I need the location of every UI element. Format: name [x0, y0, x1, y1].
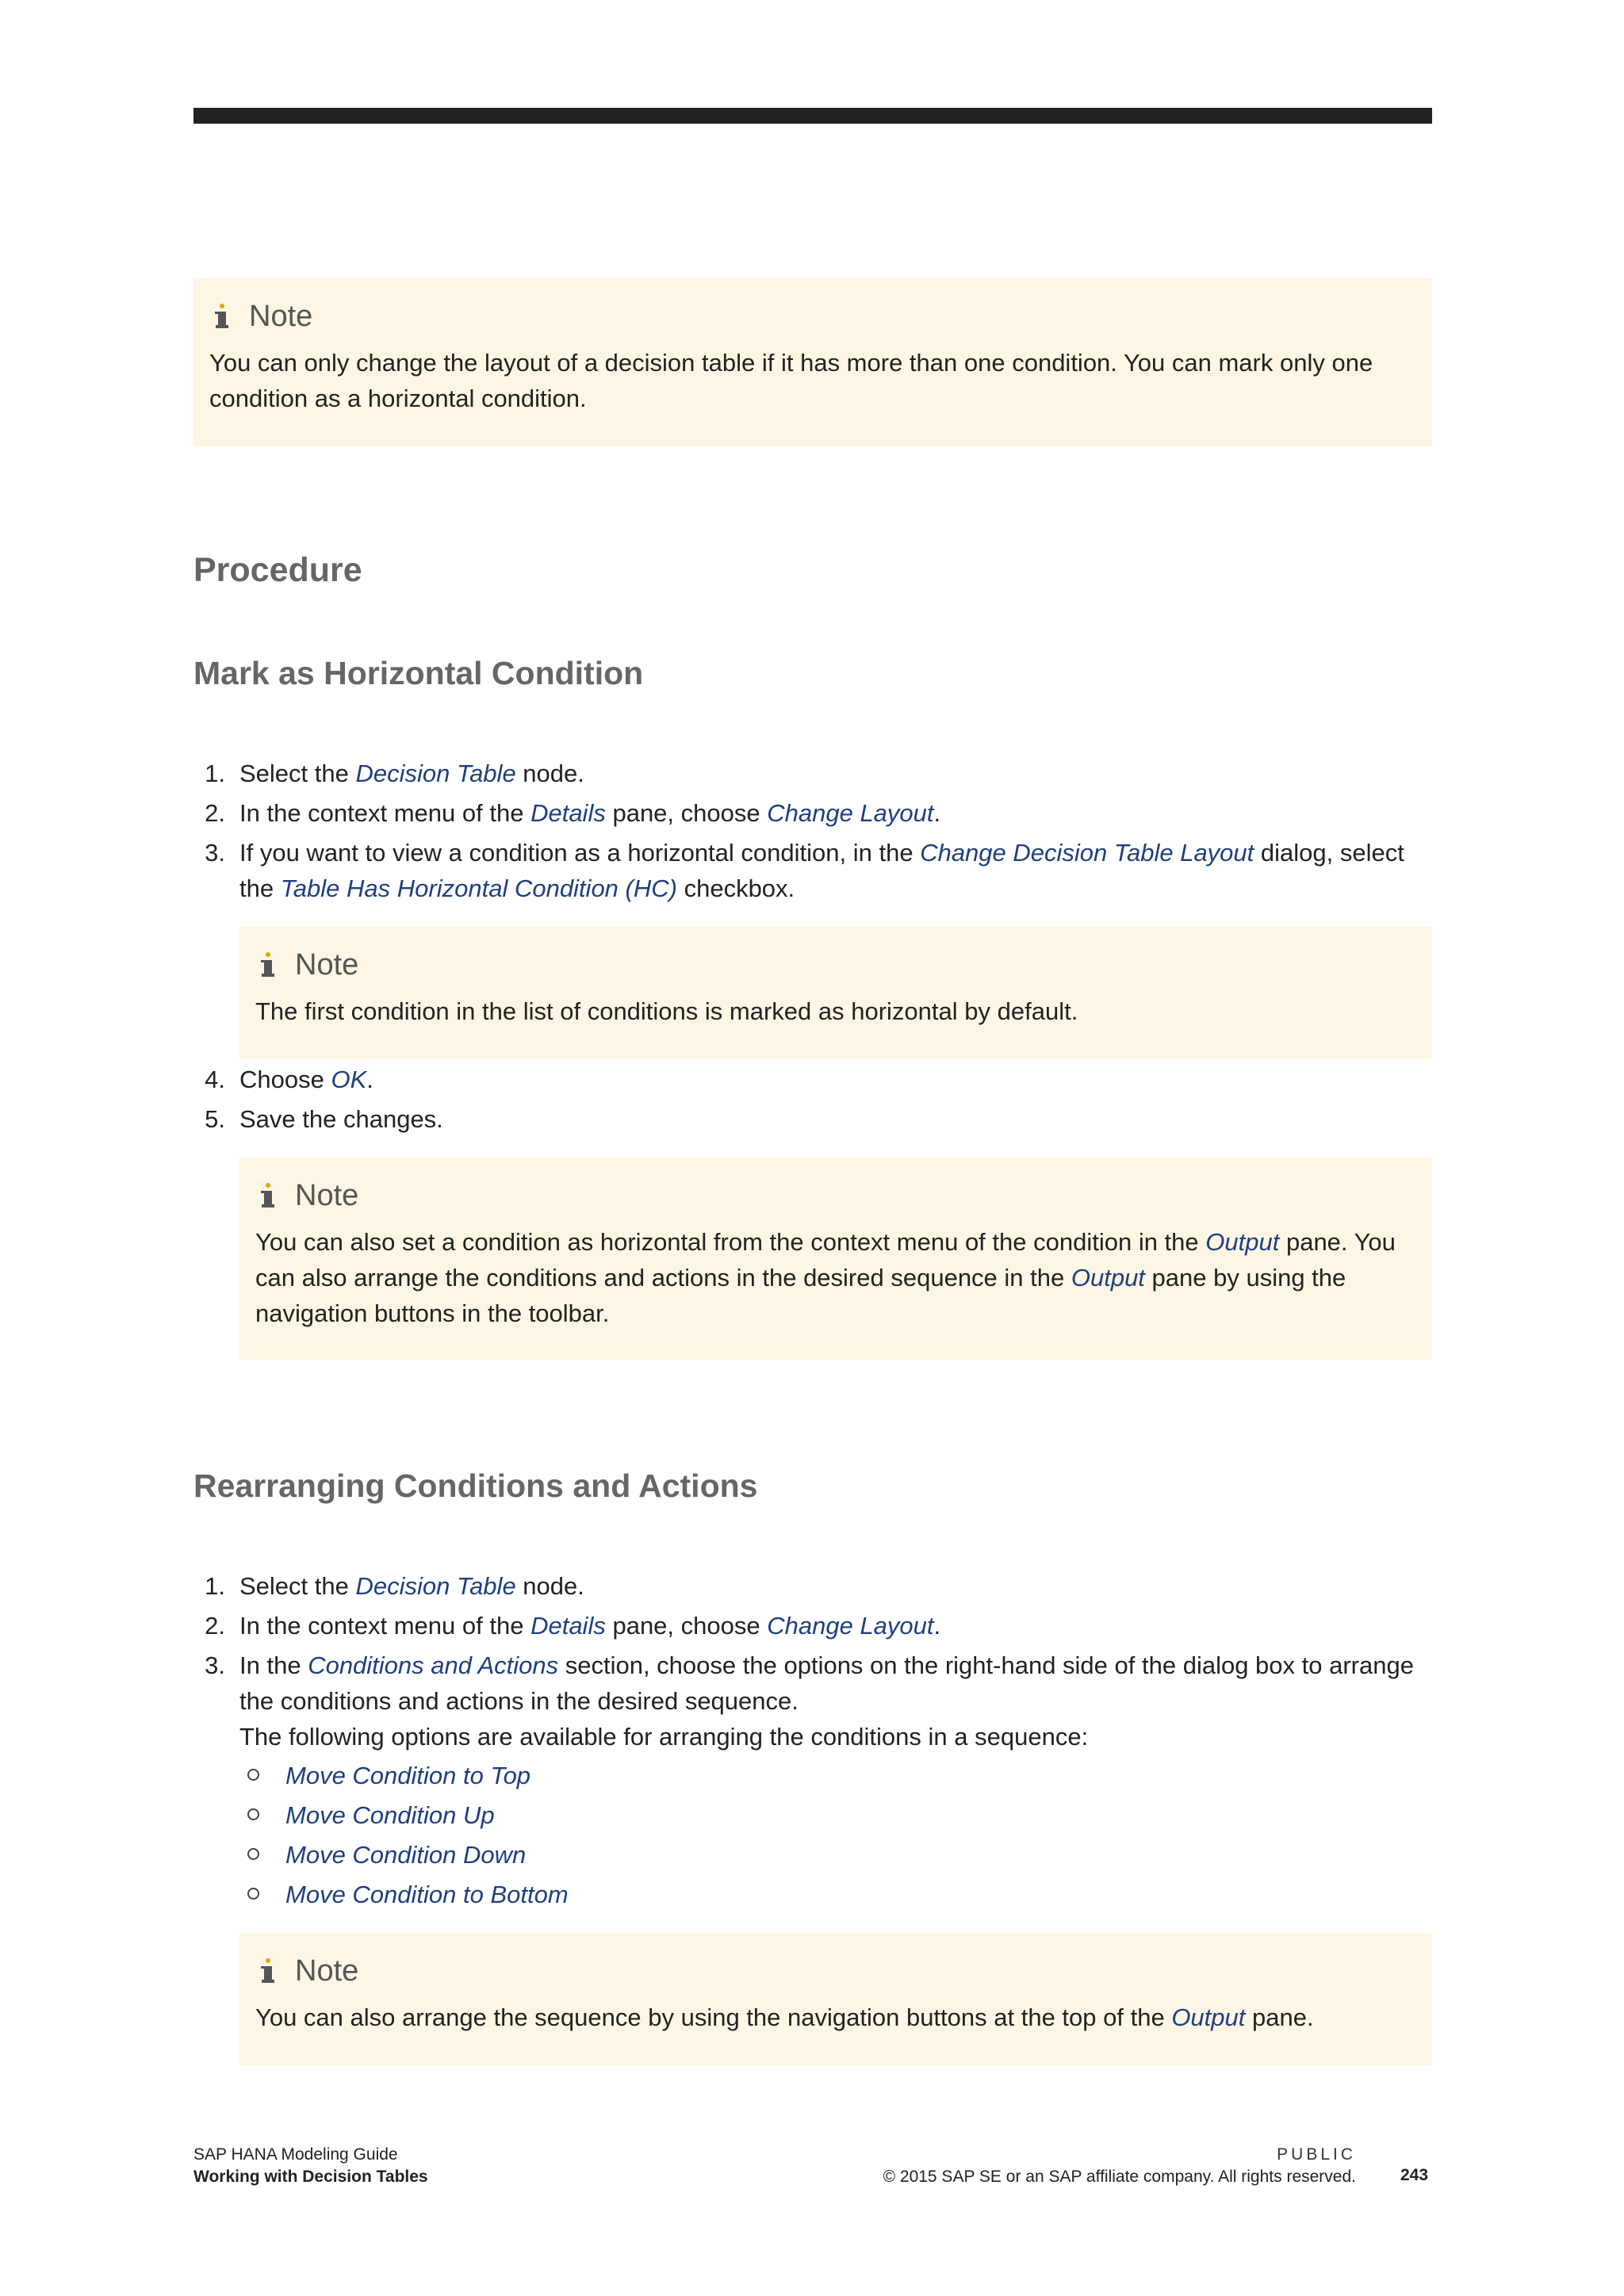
bullet-circle — [247, 1808, 259, 1820]
ui-term: Change Decision Table Layout — [920, 839, 1254, 867]
note-box — [193, 278, 1432, 446]
option-move-down: Move Condition Down — [285, 1841, 527, 1869]
ui-term: Decision Table — [355, 760, 516, 787]
ui-term: Details — [530, 1612, 606, 1640]
info-icon — [255, 947, 287, 982]
ui-term: OK — [331, 1066, 367, 1093]
section-heading-horizontal: Mark as Horizontal Condition — [193, 655, 644, 691]
ui-term: Output — [1071, 1264, 1145, 1292]
note-title: Note — [295, 1954, 359, 1988]
footer-copyright: © 2015 SAP SE or an SAP affiliate company. All rights reserved. — [883, 2168, 1356, 2186]
note-text: You can also arrange the sequence by using the navigation buttons at the top of the Output pane. — [255, 2003, 1314, 2031]
ui-term: Change Layout — [767, 1612, 934, 1640]
bullet-circle — [247, 1769, 259, 1781]
footer-left — [193, 2144, 428, 2188]
ui-term: Change Layout — [767, 799, 934, 827]
note-text: You can also set a condition as horizontal from the context menu of the condition in the Output pane. You can also arrange the conditions and actions in the desired sequence in the Output pane by using the navigation buttons in the toolbar. — [255, 1228, 1396, 1327]
note-box — [239, 1158, 1432, 1360]
ui-term: Decision Table — [355, 1572, 516, 1600]
info-icon — [255, 1954, 287, 1988]
footer-right — [883, 2144, 1356, 2188]
note-header — [255, 1954, 1416, 1988]
note-box — [239, 1933, 1432, 2065]
note-header — [209, 299, 1416, 334]
footer-classification: PUBLIC — [1277, 2145, 1356, 2164]
note-text: You can only change the layout of a decision table if it has more than one condition. You can mark only one condition as a horizontal condition. — [209, 349, 1373, 412]
bullet-circle — [247, 1848, 259, 1860]
info-icon — [255, 1178, 287, 1213]
section-heading-rearranging: Rearranging Conditions and Actions — [193, 1468, 758, 1504]
option-move-up: Move Condition Up — [285, 1801, 495, 1829]
note-header — [255, 1178, 1416, 1213]
bullet-circle — [247, 1888, 259, 1900]
footer-chapter: Working with Decision Tables — [193, 2168, 428, 2186]
option-move-to-top: Move Condition to Top — [285, 1762, 531, 1789]
note-box — [239, 927, 1432, 1059]
procedure-heading: Procedure — [193, 551, 362, 589]
page-number: 243 — [1400, 2166, 1429, 2184]
note-header — [255, 947, 1416, 982]
ui-term: Conditions and Actions — [308, 1651, 559, 1679]
note-text: The first condition in the list of conditions is marked as horizontal by default. — [255, 997, 1078, 1025]
option-move-to-bottom: Move Condition to Bottom — [285, 1881, 569, 1908]
note-title: Note — [295, 1178, 359, 1212]
note-title: Note — [249, 299, 313, 333]
ui-term: Output — [1205, 1228, 1280, 1256]
info-icon — [209, 299, 241, 334]
ui-term: Output — [1171, 2003, 1246, 2031]
ui-term: Table Has Horizontal Condition (HC) — [280, 874, 677, 902]
top-rule — [193, 108, 1432, 124]
footer-guide-title: SAP HANA Modeling Guide — [193, 2145, 398, 2164]
note-title: Note — [295, 947, 359, 982]
ui-term: Details — [530, 799, 606, 827]
